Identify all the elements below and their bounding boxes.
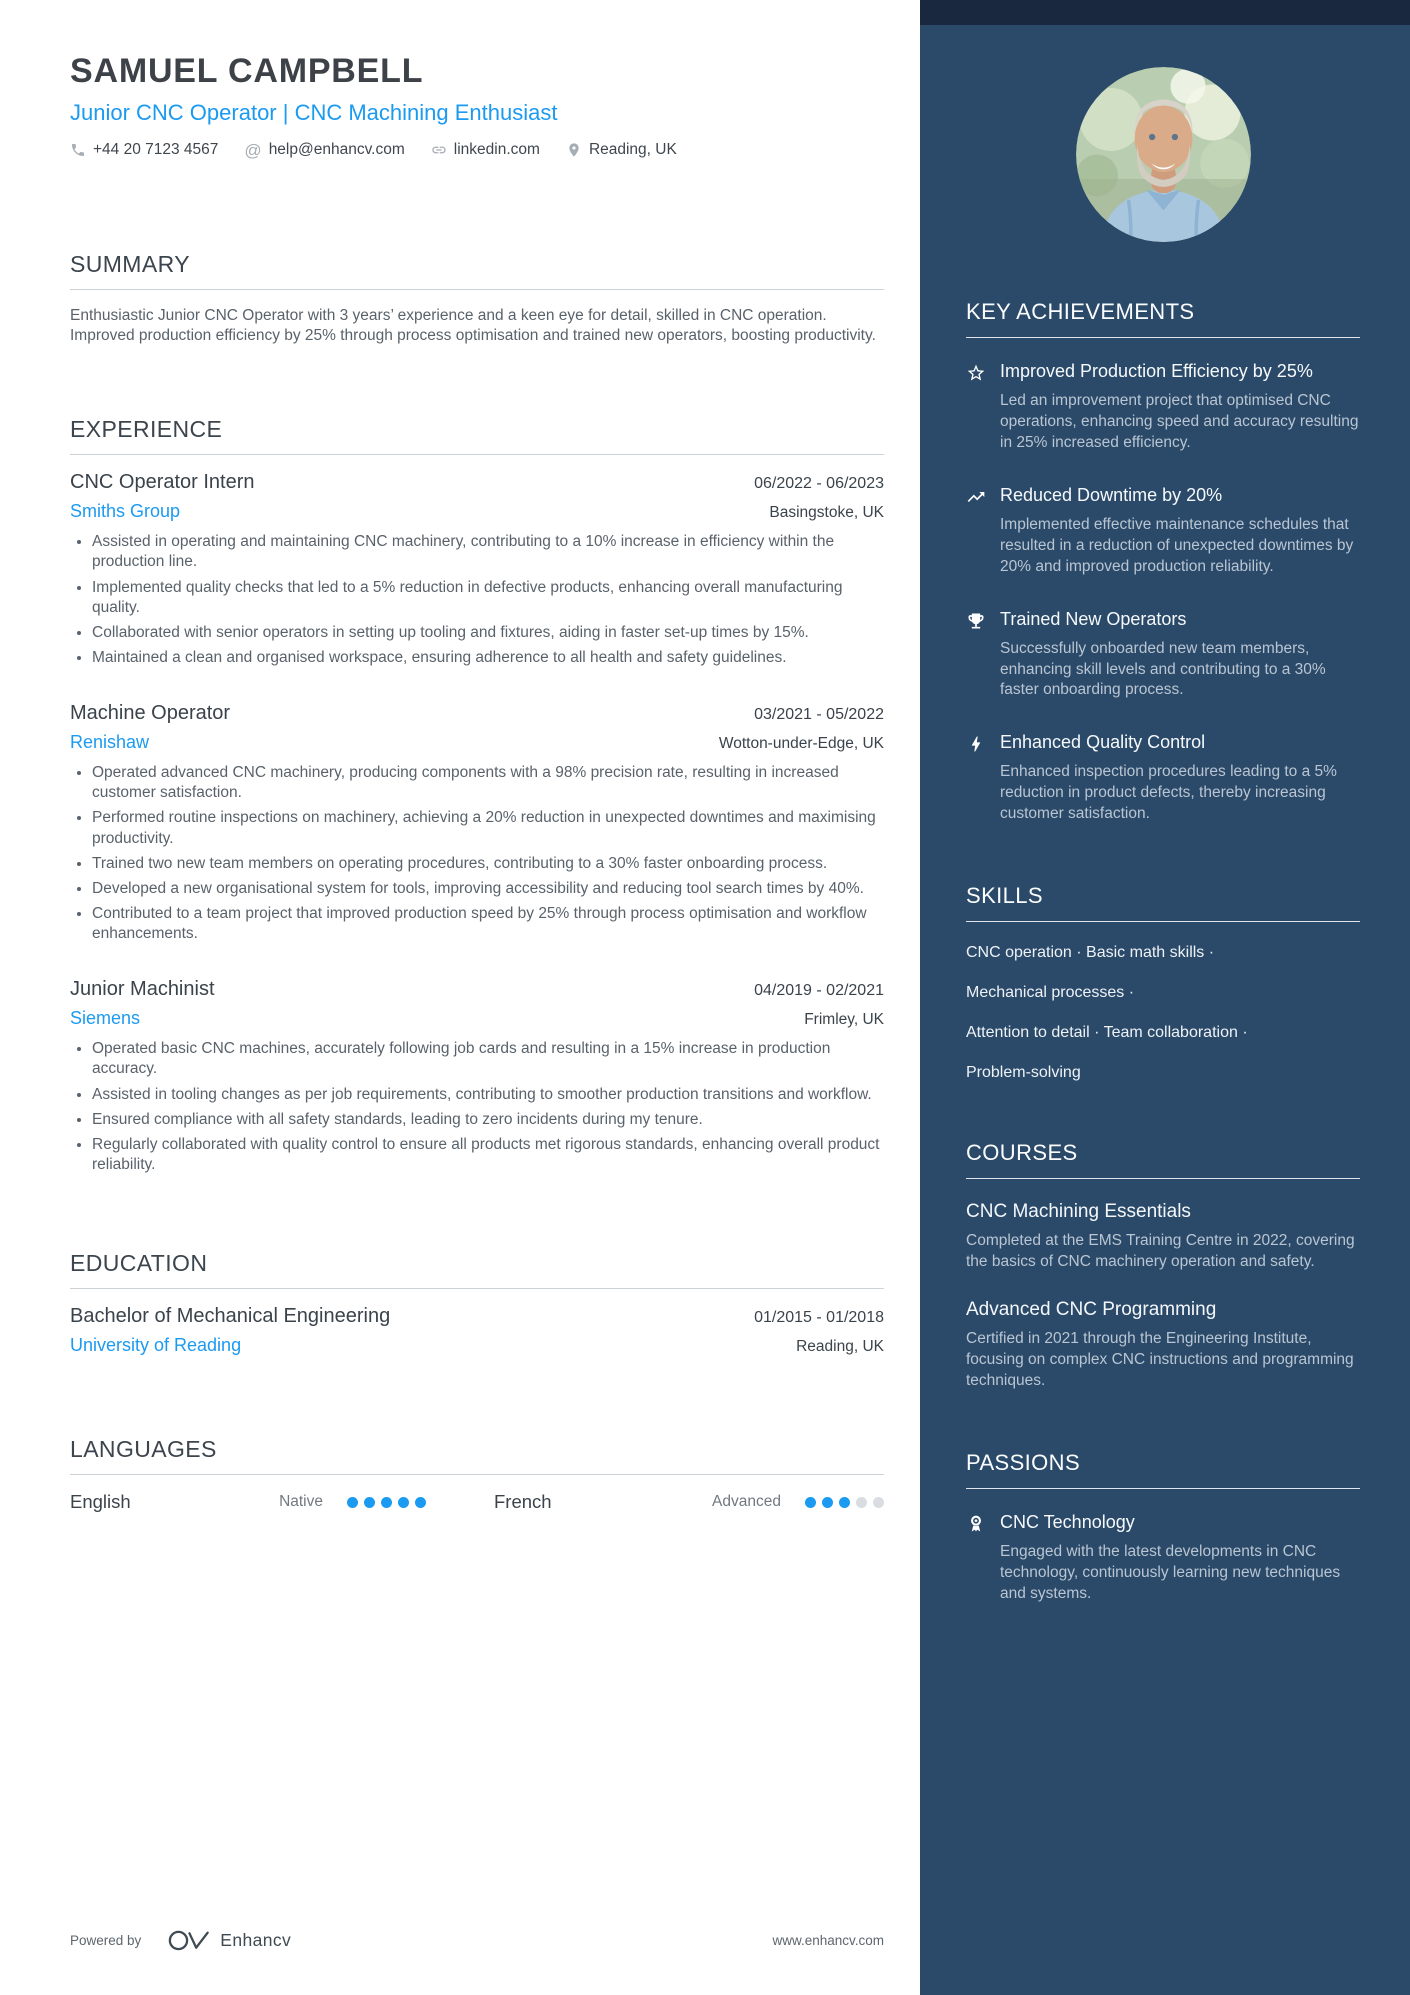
- proficiency-dot: [415, 1497, 426, 1508]
- job-bullet: • Developed a new organisational system for tools, improving accessibility and reducing tool search times by 40%.: [92, 879, 884, 899]
- company-link[interactable]: Siemens: [70, 1008, 141, 1029]
- achievement-item: [966, 731, 1360, 825]
- contact-website-label: linkedin.com: [453, 141, 540, 158]
- sidebar: [920, 0, 1410, 1995]
- phone-icon: [70, 142, 86, 158]
- contact-email[interactable]: [244, 141, 404, 159]
- course-title: Advanced CNC Programming: [966, 1299, 1217, 1321]
- route-icon: [966, 484, 1000, 578]
- language-name: French: [494, 1491, 552, 1513]
- job-dates: 06/2022 - 06/2023: [754, 475, 884, 493]
- courses-heading: COURSES: [966, 1140, 1360, 1179]
- star-icon: [966, 360, 1000, 454]
- contact-phone-label: +44 20 7123 4567: [93, 141, 219, 158]
- course-text: Completed at the EMS Training Centre in 2022, covering the basics of CNC machinery operation and safety.: [966, 1232, 1355, 1271]
- job-bullet-list: [70, 763, 884, 944]
- languages-section: [70, 1436, 884, 1513]
- proficiency-dot: [805, 1497, 816, 1508]
- job-entry: [70, 978, 884, 1175]
- skill-line: Attention to detail · Team collaboration ·: [966, 1024, 1248, 1042]
- achievement-title: Trained New Operators: [1000, 608, 1187, 629]
- job-bullet: • Assisted in operating and maintaining CNC machinery, contributing to a 10% increase in efficiency within the production line.: [92, 532, 884, 572]
- job-entry: [70, 702, 884, 944]
- course-text: Certified in 2021 through the Engineering Institute, focusing on complex CNC instructions and programming techniques.: [966, 1330, 1354, 1389]
- candidate-headline: Junior CNC Operator | CNC Machining Enthusiast: [70, 100, 558, 125]
- proficiency-dot: [398, 1497, 409, 1508]
- contact-row: [70, 141, 884, 159]
- job-bullet-list: [70, 1039, 884, 1175]
- achievement-text: Implemented effective maintenance schedules that resulted in a reduction of unexpected downtimes by 20% and improved production reliability.: [1000, 515, 1354, 575]
- summary-heading: SUMMARY: [70, 251, 884, 290]
- enhancv-logo-icon: [167, 1928, 211, 1953]
- job-bullet: • Implemented quality checks that led to a 5% reduction in defective products, enhancing overall manufacturing quality.: [92, 578, 884, 618]
- achievements-heading: KEY ACHIEVEMENTS: [966, 299, 1360, 338]
- skill-line: CNC operation · Basic math skills ·: [966, 944, 1215, 962]
- achievement-item: [966, 360, 1360, 454]
- language-entry: [70, 1491, 460, 1513]
- footer: [70, 1928, 884, 1953]
- skill-line: Mechanical processes ·: [966, 984, 1135, 1002]
- passion-text: Engaged with the latest developments in CNC technology, continuously learning new techniques and systems.: [1000, 1542, 1341, 1602]
- languages-heading: LANGUAGES: [70, 1436, 884, 1475]
- contact-phone[interactable]: [70, 141, 218, 159]
- company-link[interactable]: Smiths Group: [70, 501, 181, 522]
- footer-url[interactable]: www.enhancv.com: [772, 1933, 884, 1948]
- school-link[interactable]: University of Reading: [70, 1335, 242, 1356]
- job-bullet-list: [70, 532, 884, 668]
- achievement-text: Led an improvement project that optimised CNC operations, enhancing speed and accuracy resulting in 25% increased efficiency.: [1000, 392, 1359, 451]
- job-bullet: • Ensured compliance with all safety standards, leading to zero incidents during my tenure.: [92, 1110, 884, 1130]
- skills-section: [966, 883, 1360, 1082]
- language-name: English: [70, 1491, 131, 1513]
- passion-item: [966, 1511, 1360, 1605]
- skills-heading: SKILLS: [966, 883, 1360, 922]
- job-title: CNC Operator Intern: [70, 471, 255, 494]
- sidebar-top-band: [920, 0, 1410, 25]
- course-item: [966, 1201, 1360, 1273]
- profile-photo: [1076, 67, 1251, 242]
- achievement-text: Enhanced inspection procedures leading to a 5% reduction in product defects, thereby increasing customer satisfaction.: [1000, 763, 1337, 823]
- achievements-section: [966, 299, 1360, 825]
- enhancv-brand[interactable]: [167, 1928, 291, 1953]
- job-entry: [70, 471, 884, 668]
- proficiency-dot: [873, 1497, 884, 1508]
- proficiency-dot: [822, 1497, 833, 1508]
- email-icon: @: [244, 140, 262, 160]
- experience-heading: EXPERIENCE: [70, 416, 884, 455]
- achievement-item: [966, 484, 1360, 578]
- education-dates: 01/2015 - 01/2018: [754, 1309, 884, 1327]
- courses-section: [966, 1140, 1360, 1392]
- bolt-icon: [966, 731, 1000, 825]
- course-item: [966, 1299, 1360, 1392]
- job-location: Frimley, UK: [804, 1011, 884, 1029]
- job-location: Basingstoke, UK: [769, 504, 884, 522]
- experience-section: [70, 416, 884, 1180]
- company-link[interactable]: Renishaw: [70, 732, 150, 753]
- job-bullet: • Collaborated with senior operators in setting up tooling and fixtures, aiding in faster set-up times by 15%.: [92, 623, 884, 643]
- education-heading: EDUCATION: [70, 1250, 884, 1289]
- job-bullet: • Operated advanced CNC machinery, producing components with a 98% precision rate, resulting in increased customer satisfaction.: [92, 763, 884, 803]
- language-level: Advanced: [712, 1493, 781, 1511]
- course-title: CNC Machining Essentials: [966, 1201, 1191, 1223]
- summary-section: [70, 251, 884, 346]
- language-entry: [460, 1491, 884, 1513]
- job-bullet: • Assisted in tooling changes as per job requirements, contributing to smoother production transitions and workflow.: [92, 1085, 884, 1105]
- job-dates: 03/2021 - 05/2022: [754, 706, 884, 724]
- achievement-title: Improved Production Efficiency by 25%: [1000, 361, 1313, 381]
- contact-website[interactable]: [431, 141, 540, 159]
- proficiency-dot: [381, 1497, 392, 1508]
- contact-location: [566, 141, 677, 159]
- passions-section: [966, 1450, 1360, 1605]
- job-bullet: • Maintained a clean and organised workspace, ensuring adherence to all health and safety guidelines.: [92, 648, 884, 668]
- link-icon: [431, 142, 447, 158]
- job-bullet: • Contributed to a team project that improved production speed by 25% through process optimisation and workflow enhancements.: [92, 904, 884, 944]
- job-title: Junior Machinist: [70, 978, 215, 1001]
- proficiency-dot: [347, 1497, 358, 1508]
- education-location: Reading, UK: [796, 1338, 884, 1356]
- achievement-text: Successfully onboarded new team members, enhancing skill levels and contributing to a 30% faster onboarding process.: [1000, 639, 1326, 699]
- job-title: Machine Operator: [70, 702, 231, 725]
- trophy-icon: [966, 608, 1000, 702]
- job-bullet: • Trained two new team members on operating procedures, contributing to a 30% faster onboarding process.: [92, 854, 884, 874]
- powered-by-label: Powered by: [70, 1933, 142, 1948]
- candidate-name: SAMUEL CAMPBELL: [70, 52, 424, 90]
- job-bullet: • Operated basic CNC machines, accurately following job cards and resulting in a 15% increase in production accuracy.: [92, 1039, 884, 1079]
- location-pin-icon: [566, 142, 582, 158]
- degree-title: Bachelor of Mechanical Engineering: [70, 1305, 391, 1328]
- skill-line: Problem-solving: [966, 1064, 1081, 1082]
- language-level: Native: [279, 1493, 323, 1511]
- job-bullet: • Regularly collaborated with quality control to ensure all products met rigorous standards, enhancing overall product reliability.: [92, 1135, 884, 1175]
- contact-location-label: Reading, UK: [588, 141, 677, 158]
- profile-photo-illustration: [1076, 67, 1251, 242]
- job-location: Wotton-under-Edge, UK: [718, 735, 884, 753]
- proficiency-dot: [364, 1497, 375, 1508]
- passions-heading: PASSIONS: [966, 1450, 1360, 1489]
- job-bullet: • Performed routine inspections on machinery, achieving a 20% reduction in unexpected downtimes and maximising productivity.: [92, 808, 884, 848]
- proficiency-dot: [856, 1497, 867, 1508]
- contact-email-label: help@enhancv.com: [268, 141, 405, 158]
- language-proficiency-dots: [805, 1497, 884, 1508]
- proficiency-dot: [839, 1497, 850, 1508]
- job-dates: 04/2019 - 02/2021: [754, 982, 884, 1000]
- enhancv-wordmark: Enhancv: [220, 1930, 292, 1950]
- language-proficiency-dots: [347, 1497, 426, 1508]
- achievement-title: Reduced Downtime by 20%: [1000, 484, 1223, 505]
- achievement-item: [966, 608, 1360, 702]
- education-section: [70, 1250, 884, 1366]
- achievement-title: Enhanced Quality Control: [1000, 732, 1206, 753]
- education-entry: [70, 1305, 884, 1356]
- medal-icon: [966, 1511, 1000, 1605]
- passion-title: CNC Technology: [1000, 1511, 1135, 1532]
- summary-text: Enthusiastic Junior CNC Operator with 3 years’ experience and a keen eye for detail, skilled in CNC operation. Improved production efficiency by 25% through process optimisation and trained new operators, boosting productivity.: [70, 307, 876, 345]
